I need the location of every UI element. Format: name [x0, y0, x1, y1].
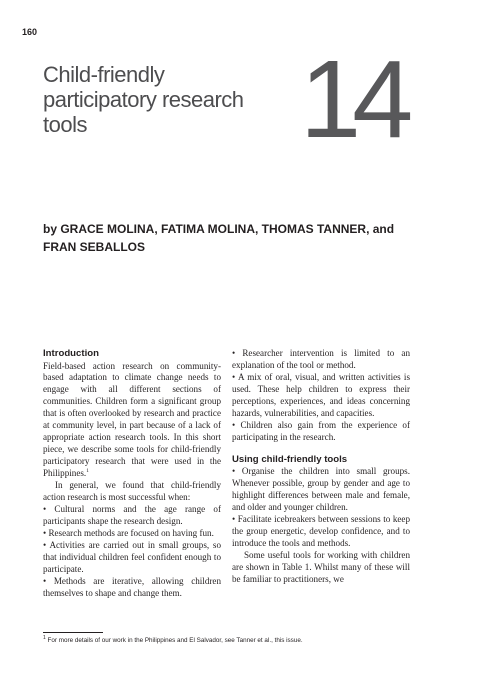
author-byline-line-2: FRAN SEBALLOS [43, 240, 145, 254]
tools-heading: Using child-friendly tools [232, 453, 348, 465]
footnote-reference[interactable]: 1 [86, 468, 89, 475]
introduction-heading: Introduction [43, 348, 99, 359]
author-byline-line-1: by GRACE MOLINA, FATIMA MOLINA, THOMAS TANNER, and [43, 222, 395, 236]
body-column-left [43, 348, 221, 600]
bullet-item: • Children also gain from the experience of participating in the research. [232, 419, 410, 442]
bullet-item: • Cultural norms and the age range of participants shape the research design. [43, 503, 221, 526]
bullet-item: • Methods are iterative, allowing children themselves to shape and change them. [43, 575, 221, 598]
footnote-divider [43, 632, 103, 633]
general-paragraph: In general, we found that child-friendly action research is most successful when: [43, 480, 221, 502]
chapter-title-line-3: tools [43, 112, 87, 137]
tools-paragraph: Some useful tools for working with children are shown in Table 1. Whilst many of these will be familiar to practitioners, we [232, 549, 410, 584]
bullet-item: • Research methods are focused on having fun. [43, 527, 214, 538]
chapter-number: 14 [300, 38, 405, 161]
bullet-item: • Researcher intervention is limited to an explanation of the tool or method. [232, 348, 410, 370]
page-number: 160 [22, 27, 38, 37]
bullet-item: • A mix of oral, visual, and written activities is used. These help children to express their perceptions, experiences, and ideas concerning hazards, vulnerabilities, and capacities. [232, 371, 410, 418]
footnote-marker: 1 [43, 634, 46, 641]
author-byline [43, 220, 443, 256]
bullet-item: • Activities are carried out in small groups, so that individual children feel confident enough to participate. [43, 539, 221, 574]
chapter-title-line-1: Child-friendly [43, 62, 165, 87]
intro-paragraph-text: Field-based action research on community-based adaptation to climate change needs to engage with all different sections of communities. Children form a significant group that is often overlooked by research and practice at community level, in part because of a lack of appropriate action research tools. In this short piece, we describe some tools for child-friendly participatory research that were used in the Philippines. [43, 360, 221, 479]
footnote-text: For more details of our work in the Philippines and El Salvador, see Tanner et al., this issue. [47, 637, 303, 644]
chapter-title-line-2: participatory research [43, 87, 244, 112]
bullet-item: • Facilitate icebreakers between sessions to keep the group energetic, develop confidence, and to introduce the tools and methods. [232, 513, 410, 548]
chapter-title [43, 62, 293, 137]
intro-paragraph [43, 361, 221, 481]
bullet-item: • Organise the children into small groups. Whenever possible, group by gender and age to highlight differences between male and female, and older and younger children. [232, 466, 410, 512]
body-column-right [232, 348, 410, 586]
footnote [43, 634, 443, 645]
